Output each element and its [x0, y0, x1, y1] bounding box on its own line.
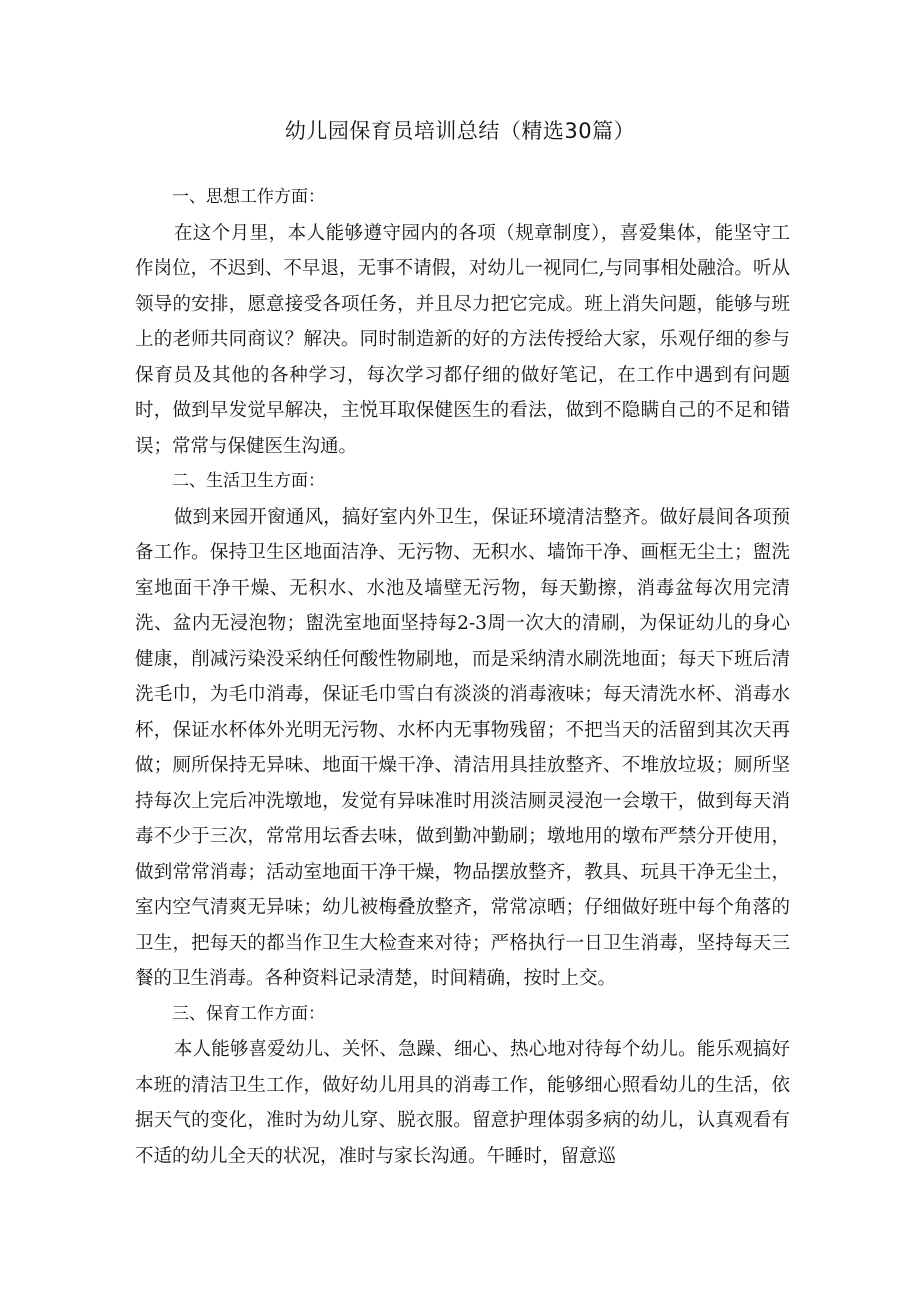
section-paragraph-hygiene: 做到来园开窗通风，搞好室内外卫生，保证环境清洁整齐。做好晨间各项预备工作。保持卫生区地面洁净、无污物、无积水、墙饰干净、画框无尘土；盥洗室地面干净干燥、无积水、水池及墙壁无污物，每天勤擦，消毒盆每次用完清洗、盆内无浸泡物；盥洗室地面坚持每2-3周一次大的清刷，为保证幼儿的身心健康，削减污染没采纳任何酸性物刷地，而是采纳清水刷洗地面；每天下班后清洗毛巾，为毛巾消毒，保证毛巾雪白有淡淡的消毒液味；每天清洗水杯、消毒水杯，保证水杯体外光明无污物、水杯内无事物残留；不把当天的活留到其次天再做；厕所保持无异味、地面干燥干净、清洁用具挂放整齐、不堆放垃圾；厕所坚持每次上完后冲洗墩地，发觉有异味准时用淡洁厕灵浸泡一会墩干，做到每天消毒不少于三次，常常用坛香去味，做到勤冲勤刷；墩地用的墩布严禁分开使用，做到常常消毒；活动室地面干净干燥，物品摆放整齐，教具、玩具干净无尘土，室内空气清爽无异味；幼儿被梅叠放整齐，常常凉晒；仔细做好班中每个角落的卫生，把每天的都当作卫生大检查来对待；严格执行一日卫生消毒，坚持每天三餐的卫生消毒。各种资料记录清楚，时间精确，按时上交。: [135, 506, 790, 989]
document-body: [135, 180, 790, 1174]
section-paragraph-ideology: 在这个月里，本人能够遵守园内的各项（规章制度），喜爱集体，能坚守工作岗位，不迟到、不早退，无事不请假，对幼儿一视同仁,与同事相处融洽。听从领导的安排，愿意接受各项任务，并且尽力把它完成。班上消失问题，能够与班上的老师共同商议？解决。同时制造新的好的方法传授给大家，乐观仔细的参与保育员及其他的各种学习，每次学习都仔细的做好笔记，在工作中遇到有问题时，做到早发觉早解决，主悦耳取保健医生的看法，做到不隐瞒自己的不足和错误；常常与保健医生沟通。: [135, 222, 790, 457]
section-heading-hygiene: 二、生活卫生方面：: [172, 471, 325, 491]
section-paragraph-childcare: 本人能够喜爱幼儿、关怀、急躁、细心、热心地对待每个幼儿。能乐观搞好本班的清洁卫生工作，做好幼儿用具的消毒工作，能够细心照看幼儿的生活，依据天气的变化，准时为幼儿穿、脱衣服。留意护理体弱多病的幼儿，认真观看有不适的幼儿全天的状况，准时与家长沟通。午睡时，留意巡: [135, 1039, 790, 1167]
section-heading-ideology: 一、思想工作方面：: [172, 187, 325, 207]
section-heading-childcare: 三、保育工作方面：: [172, 1003, 325, 1024]
document-title: 幼儿园保育员培训总结（精选30篇）: [284, 119, 636, 143]
